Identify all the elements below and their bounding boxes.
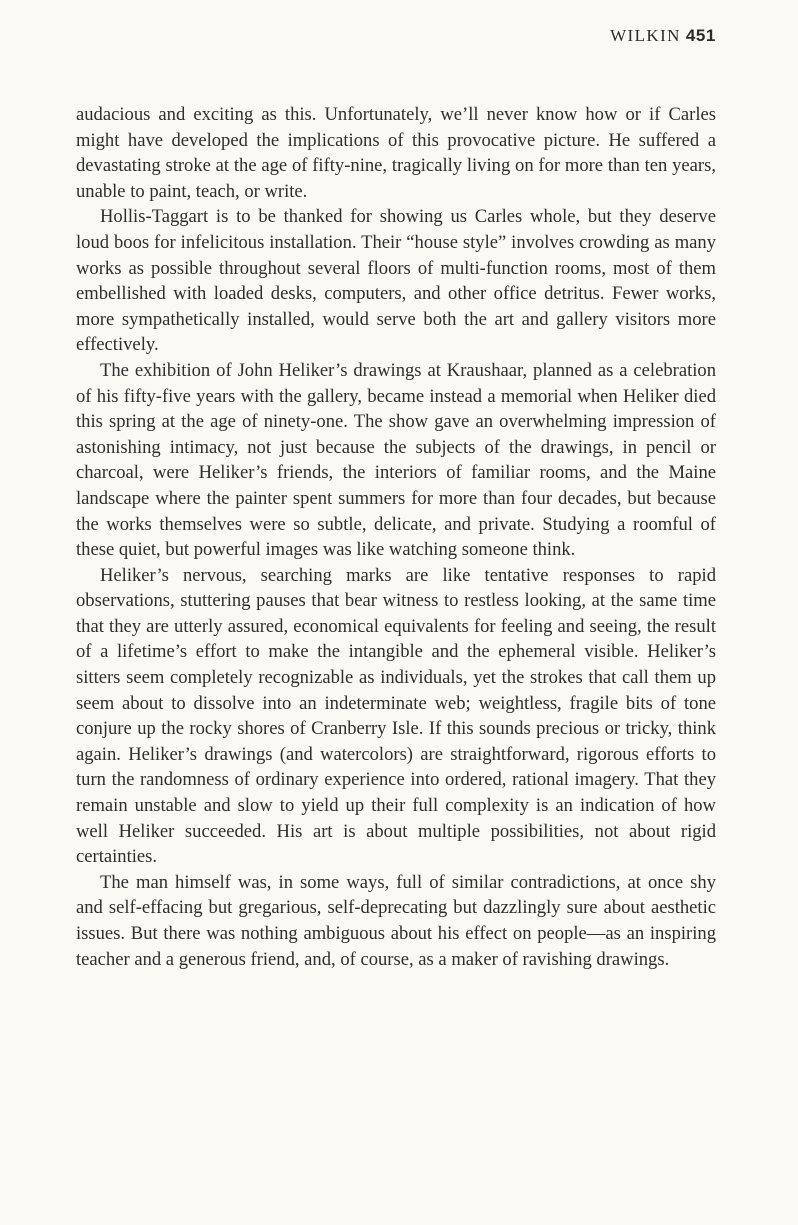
paragraph: The exhibition of John Heliker’s drawings at Kraushaar, planned as a celebration of his fifty-five years with the gallery, became instead a memorial when Heliker died this spring at the age of ninety-one. The show gave an overwhelming impression of astonishing intimacy, not just because the subjects of the drawings, in pencil or charcoal, were Heliker’s friends, the interiors of familiar rooms, and the Maine landscape where the painter spent summers for more than four decades, but because the works themselves were so subtle, delicate, and private. Studying a roomful of these quiet, but powerful images was like watching someone think. bbox=[76, 359, 716, 561]
body-text bbox=[76, 102, 716, 972]
running-head bbox=[610, 26, 716, 46]
book-page bbox=[76, 0, 716, 1225]
running-head-author: WILKIN bbox=[610, 26, 681, 45]
paragraph: Heliker’s nervous, searching marks are like tentative responses to rapid observations, stuttering pauses that bear witness to restless looking, at the same time that they are utterly assured, economical equivalents for feeling and seeing, the result of a lifetime’s effort to make the intangible and the ephemeral visible. Heliker’s sitters seem completely recognizable as individuals, yet the strokes that call them up seem about to dissolve into an indeterminate web; weightless, fragile bits of tone conjure up the rocky shores of Cranberry Isle. If this sounds precious or tricky, think again. Heliker’s drawings (and watercolors) are straightforward, rigorous efforts to turn the randomness of ordinary experience into ordered, rational imagery. That they remain unstable and slow to yield up their full complexity is an indication of how well Heliker succeeded. His art is about multiple possibilities, not about rigid certainties. bbox=[76, 564, 716, 868]
paragraph: The man himself was, in some ways, full of similar contradictions, at once shy and self-effacing but gregarious, self-deprecating but dazzlingly sure about aesthetic issues. But there was nothing ambiguous about his effect on people—as an inspiring teacher and a generous friend, and, of course, as a maker of ravishing drawings. bbox=[76, 871, 716, 970]
paragraph-continued: audacious and exciting as this. Unfortunately, we’ll never know how or if Carles might have developed the implications of this provocative picture. He suffered a devastating stroke at the age of fifty-nine, tragically living on for more than ten years, unable to paint, teach, or write. bbox=[76, 104, 716, 202]
page-number: 451 bbox=[685, 26, 716, 45]
paragraph: Hollis-Taggart is to be thanked for showing us Carles whole, but they deserve loud boos for infelicitous installation. Their “house style” involves crowding as many works as possible throughout several floors of multi-function rooms, most of them embellished with loaded desks, computers, and other office detritus. Fewer works, more sympathetically installed, would serve both the art and gallery visitors more effectively. bbox=[76, 206, 716, 356]
